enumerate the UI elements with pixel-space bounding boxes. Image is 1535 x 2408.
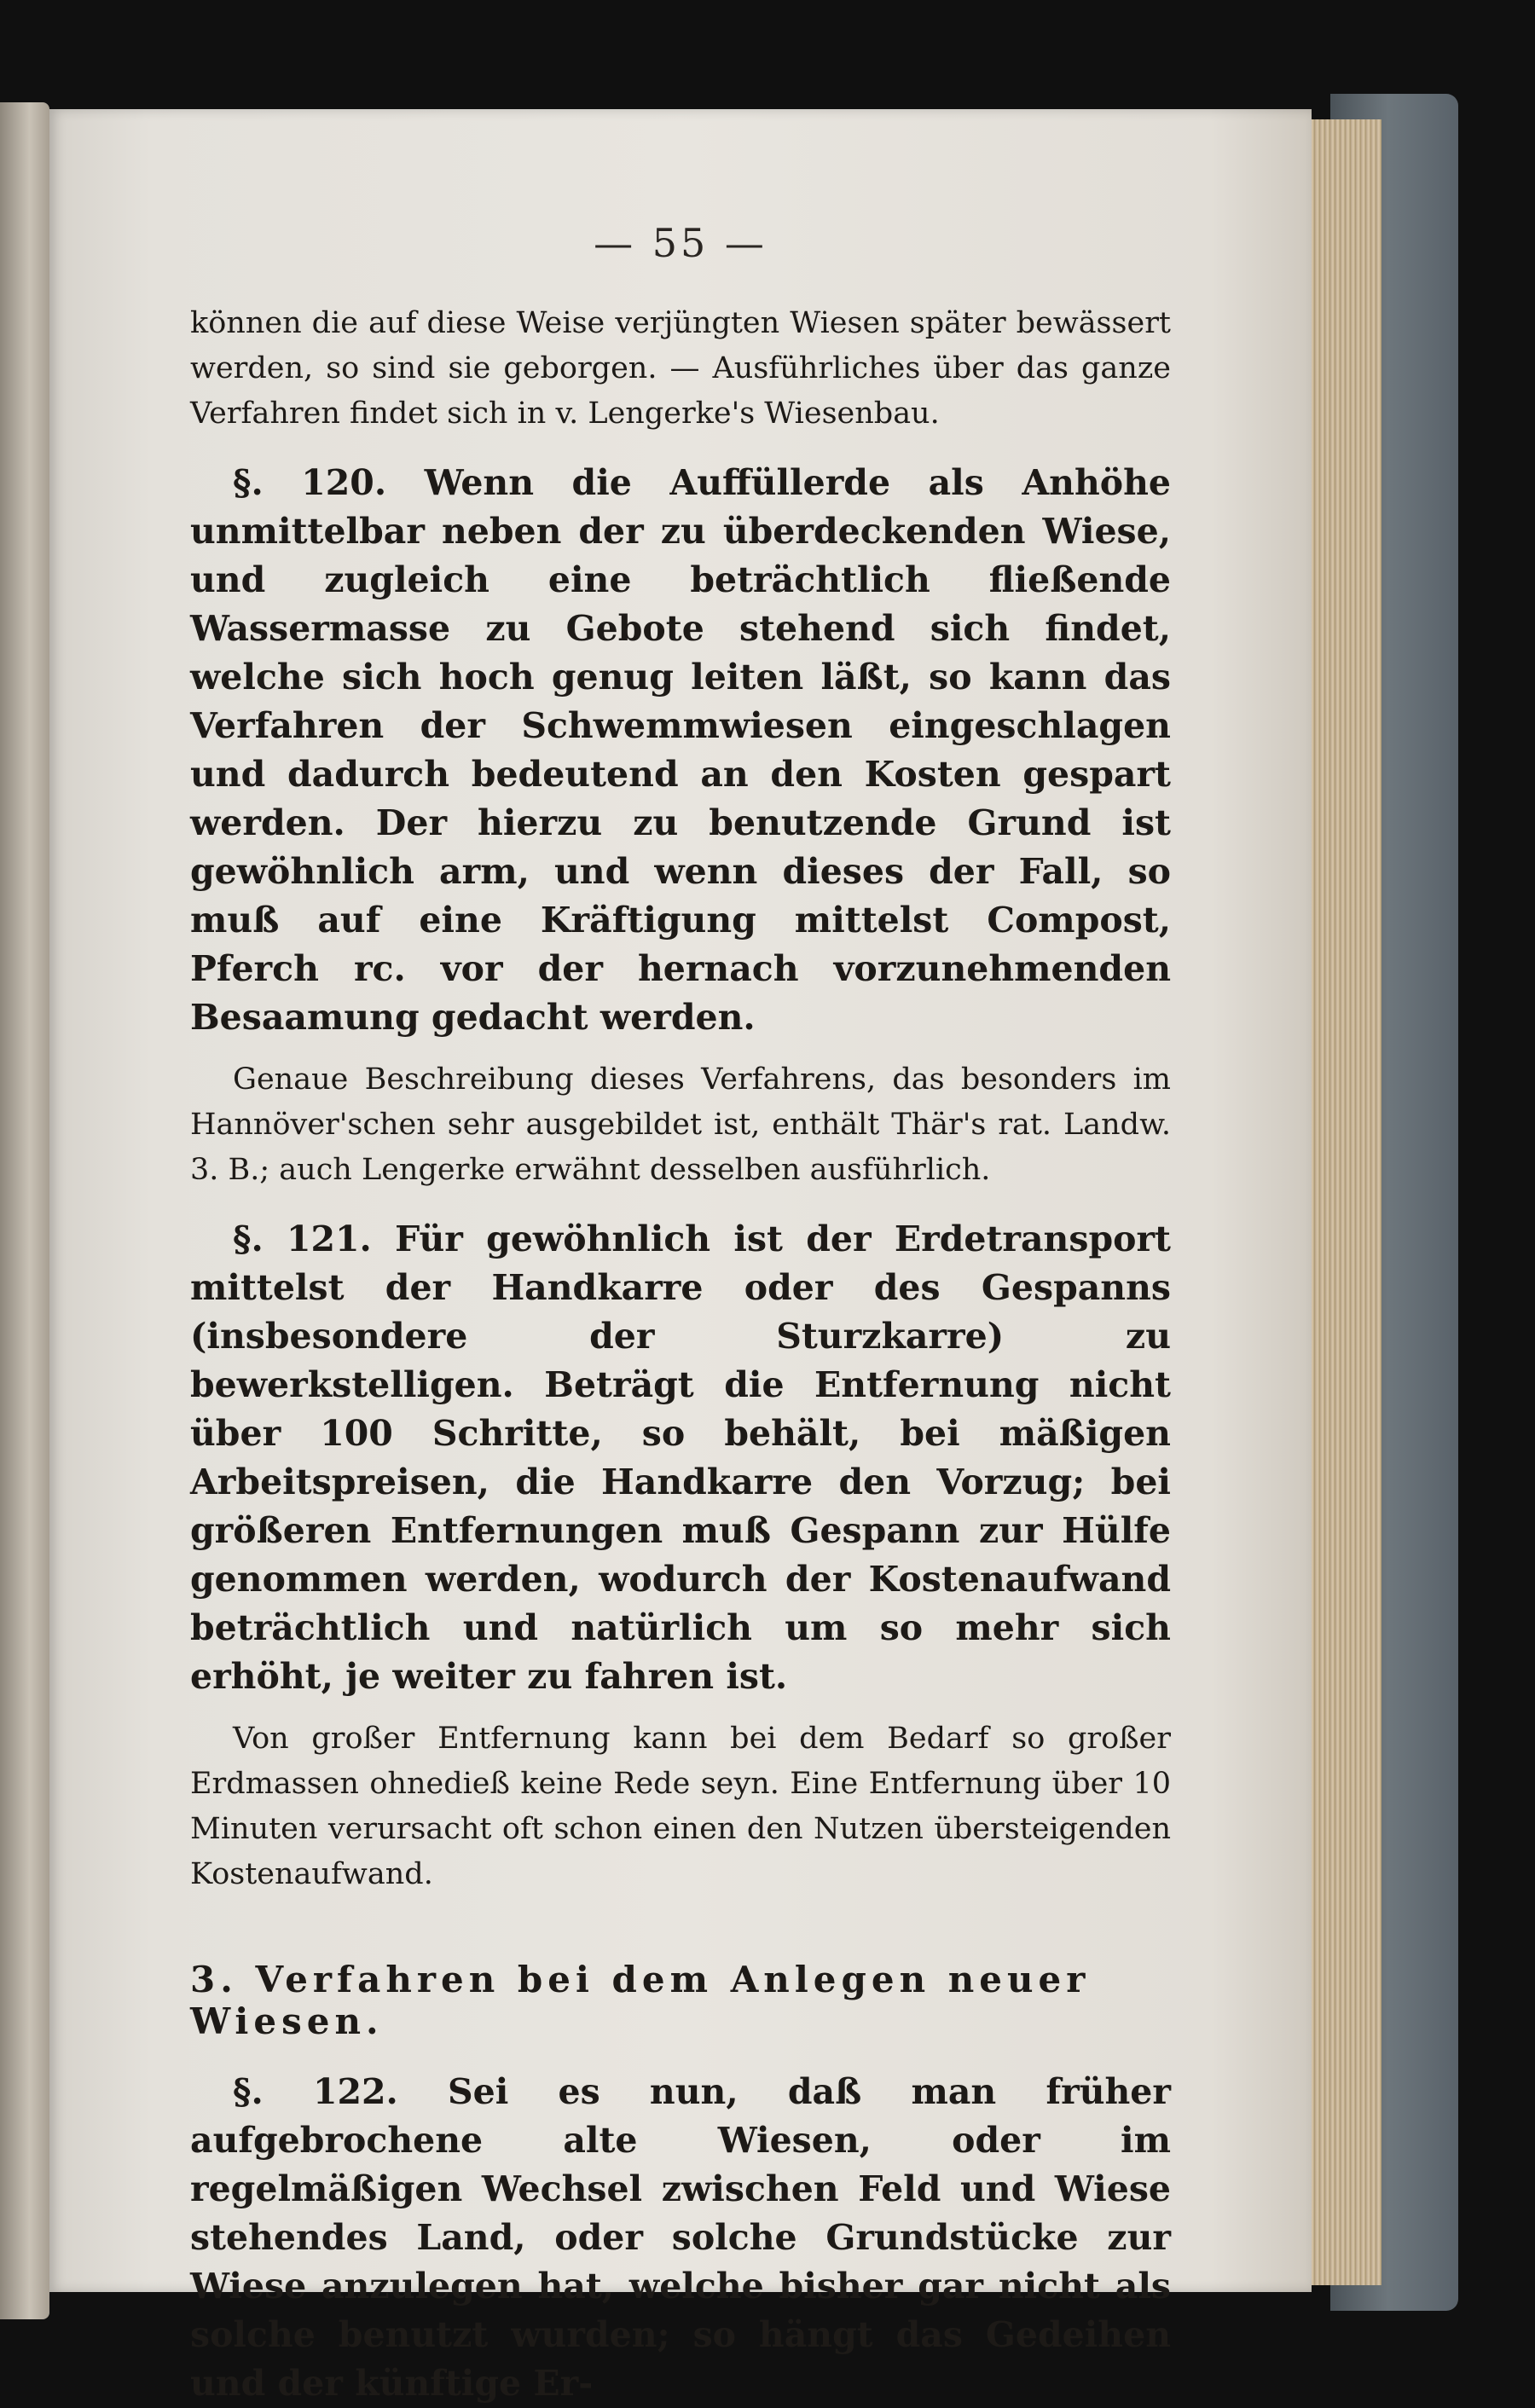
section-121 [190,1215,1171,1701]
section-122-text: Sei es nun, daß man früher aufgebrochene alte Wiesen, oder im regelmäßigen Wechsel zwischen Feld und Wiese stehendes Land, oder solche Grundstücke zur Wiese anzulegen hat, welche bisher gar nicht als solche benutzt wurden; so hängt das Gedeihen und der künftige Er- [190,2071,1171,2404]
section-121-note: Von großer Entfernung kann bei dem Bedarf so großer Erdmassen ohnedieß keine Rede seyn. Eine Entfernung über 10 Minuten verursacht oft schon einen den Nutzen übersteigenden Kostenaufwand. [190,1722,1171,1891]
intro-paragraph: können die auf diese Weise verjüngten Wiesen später bewässert werden, so sind sie geborgen. — Ausführliches über das ganze Verfahren findet sich in v. Lengerke's Wiesenbau. [190,306,1171,431]
section-120-marker: §. 120. [233,462,387,503]
section-122 [190,2068,1171,2408]
section-121-marker: §. 121. [233,1218,372,1259]
book-page [49,109,1312,2404]
section-120-text: Wenn die Auffüllerde als Anhöhe unmittelbar neben der zu überdeckenden Wiese, und zugleich eine beträchtlich fließende Wassermasse zu Gebote stehend sich findet, welche sich hoch genug leiten läßt, so kann das Verfahren der Schwemmwiesen eingeschlagen und dadurch bedeutend an den Kosten gespart werden. Der hierzu zu benutzende Grund ist gewöhnlich arm, und wenn dieses der Fall, so muß auf eine Kräftigung mittelst Compost, Pferch rc. vor der hernach vorzunehmenden Besaamung gedacht werden. [190,462,1171,1038]
page-number: — 55 — [594,220,768,266]
section-heading-3: 3. Verfahren bei dem Anlegen neuer Wiesen. [190,1959,1091,2042]
section-121-text: Für gewöhnlich ist der Erdetransport mittelst der Handkarre oder des Gespanns (insbesondere der Sturzkarre) zu bewerkstelligen. Beträgt die Entfernung nicht über 100 Schritte, so behält, bei mäßigen Arbeitspreisen, die Handkarre den Vorzug; bei größeren Entfernungen muß Gespann zur Hülfe genommen werden, wodurch der Kostenaufwand beträchtlich und natürlich um so mehr sich erhöht, je weiter zu fahren ist. [190,1218,1171,1697]
page-text [190,301,1171,2408]
section-120 [190,459,1171,1042]
left-page-edge [0,102,49,2319]
section-120-note: Genaue Beschreibung dieses Verfahrens, das besonders im Hannöver'schen sehr ausgebildet ist, enthält Thär's rat. Landw. 3. B.; auch Lengerke erwähnt desselben ausführlich. [190,1062,1171,1187]
section-122-marker: §. 122. [233,2071,398,2112]
